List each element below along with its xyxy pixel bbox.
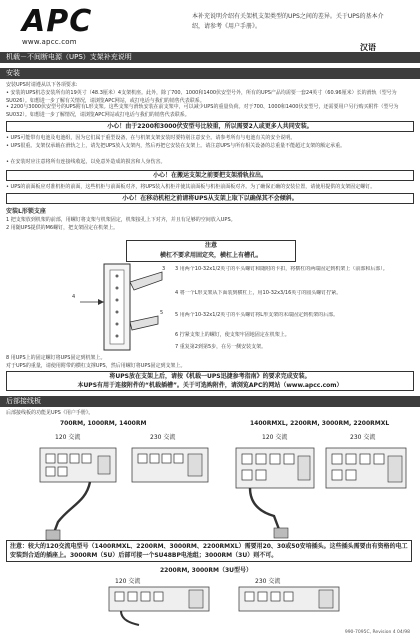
- rear-desc: 后部接线板的功能见UPS《用户手册》。: [6, 410, 94, 416]
- install-heading: 安装: [0, 68, 420, 79]
- title-bar: 机载－不间断电源（UPS）支架补充说明: [0, 52, 420, 63]
- install-bullet: • 安装的UPS机芯安装所有的19英寸（48.3厘米）4支架机座。此外，除了700、1000和1400伏安型号外，所有的UPS产品均需要一套24英寸（60.96厘米）长的滑轨（型号为SU026）。如想进一步了解有关情况，请浏览APC网站，或打电话与我们的销售代表联系。: [6, 90, 397, 104]
- bracket-extra: 8 用UPS上的固定螺钉将UPS固定到机架上。: [6, 355, 106, 361]
- rear-panel-230: [126, 442, 216, 542]
- bracket-line: 2 用随UPS提供的M6螺钉，把支架固定在机架上。: [6, 225, 119, 231]
- label-120: 120 交流: [115, 578, 141, 585]
- install-bullet: • 在安装时应注意将所有连接线收起，以免意外造成的损害和人身伤害。: [6, 159, 166, 165]
- bracket-line: 1 把支架放到机架的前部，用螺钉将支架与机架固定，机架接孔上下对齐，并且有足够的空间放入UPS。: [6, 217, 236, 223]
- caution-move: 小心！在移动机柜之前请将UPS从支架上取下以确保其不会倾斜。: [6, 193, 414, 204]
- install-bullet: • UPS很重。支架仅承载在滑轨之上，请先把UPS放入支架内，然后再把它安装在支架上。请注意UPS与所有相关设备的总重量不能超过支架的额定承重。: [6, 143, 346, 149]
- bracket-step: 3 用两个10-32x1/2英寸的平头螺钉和随附的卡扣，将横杠的两端固定到机架上（前部和后部）。: [175, 266, 388, 272]
- svg-text:3: 3: [162, 266, 166, 272]
- logo: [22, 4, 132, 46]
- caution-weight: 小心！由于2200和3000伏安型号比较重，所以需要2人或更多人共同安装。: [6, 121, 414, 132]
- bracket-step: 4 将一个L形支架从下面装到横杠上，用10-32x3/16英寸的圆头螺钉拧紧。: [175, 290, 342, 296]
- footer-code: 990-7095C, Revision 4 04/98: [344, 630, 410, 635]
- rear-note: 注意：较大的120交流电型号（1400RMXL、2200RM、3000RM、2200RMXL）需要用20、30或50安培插头。这些插头需要由有资格的电工安装到合适的插座上。3000RM（5U）后部可接一个SU48BP电池组；3000RM（3U）则不可。: [6, 540, 412, 562]
- rear-panel-120-xl: [230, 442, 320, 542]
- rear-panel-3u-120: [105, 585, 215, 629]
- label-120: 120 交流: [55, 434, 81, 441]
- caution-rails: 小心！在搬运支架之前要把支架滑轨拉出。: [6, 170, 414, 181]
- label-230: 230 交流: [350, 434, 376, 441]
- left-group-title: 700RM, 1000RM, 1400RM: [60, 420, 147, 427]
- label-230: 230 交流: [255, 578, 281, 585]
- bracket-illustration: [70, 262, 170, 354]
- rear-panel-120: [30, 442, 120, 542]
- bracket-note: 注意 横杠不要求用固定夹，横杠上有槽孔。: [126, 240, 296, 262]
- label-120: 120 交流: [262, 434, 288, 441]
- rear-panel-230-xl: [322, 442, 412, 542]
- bracket-heading: 安装L形锁支座: [6, 208, 46, 215]
- bottom-group-title: 2200RM, 3000RM（3U型号）: [160, 567, 252, 574]
- rack-warning: 将UPS放在支架上后，请按《机载一UPS迅捷参考指南》的要求完成安装。 本UPS有用于连接附件的“机载插槽”。关于可选购附件，请浏览APC的网站（www.apcc.com）: [6, 371, 414, 391]
- bracket-step: 6 拧紧支架上的螺钉，使支架牢固地固定在机架上。: [175, 332, 290, 338]
- bracket-step: 7 重复第2到第5步，在另一侧安装支架。: [175, 344, 267, 350]
- logo-text: APC: [22, 4, 93, 39]
- install-bullet: • 2200与3000伏安型号的UPS附有L形支架。这些支架与滑轨安装在前支架中，可以减少UPS的重量负荷。对于700、1000和1400伏安型号，还需要用户另行购买附件（型号为SU032）。如想进一步了解情况，请浏览APC网站或打电话与我们的销售代表联系。: [6, 104, 399, 118]
- bracket-extra: 对于UPS的重量，请使用附带的横杠支撑UPS，然后用螺钉将UPS固定到支架上。: [6, 363, 186, 369]
- right-group-title: 1400RMXL, 2200RM, 3000RM, 2200RMXL: [250, 420, 390, 427]
- logo-url: www.apcc.com: [22, 38, 77, 46]
- language-label: 汉语: [360, 43, 376, 52]
- svg-text:4: 4: [72, 294, 76, 300]
- install-intro: 安装UPS时请遵从以下各项要求:: [6, 82, 78, 88]
- label-230: 230 交流: [150, 434, 176, 441]
- rear-panel-3u-230: [235, 585, 345, 629]
- bracket-step: 5 用两个10-32x1/2英寸的平头螺钉将L形支架的末端固定到机架的后部。: [175, 312, 339, 318]
- svg-text:5: 5: [160, 310, 164, 316]
- rear-heading: 后部接线板: [0, 396, 420, 407]
- intro-text: 本补充说明介绍有关架机支架类型的UPS之间的差异。关于UPS的基本介绍，请参考《用户手册》。: [192, 13, 384, 30]
- install-bullet: • UPS的前面板应对准机柜的前面，这些机柜与前面板对齐，将UPS装入机柜并使其前面板与机柜前面板对齐。为了确保正确的安装位置，请使用提供的支架固定螺钉。: [6, 184, 376, 190]
- install-bullet: • UPS可能带有电池及电池组，因为它们属于重型设备，在与机架支架安装时要特别注意安全。请参考所有与电池有关的安全说明。: [6, 135, 296, 141]
